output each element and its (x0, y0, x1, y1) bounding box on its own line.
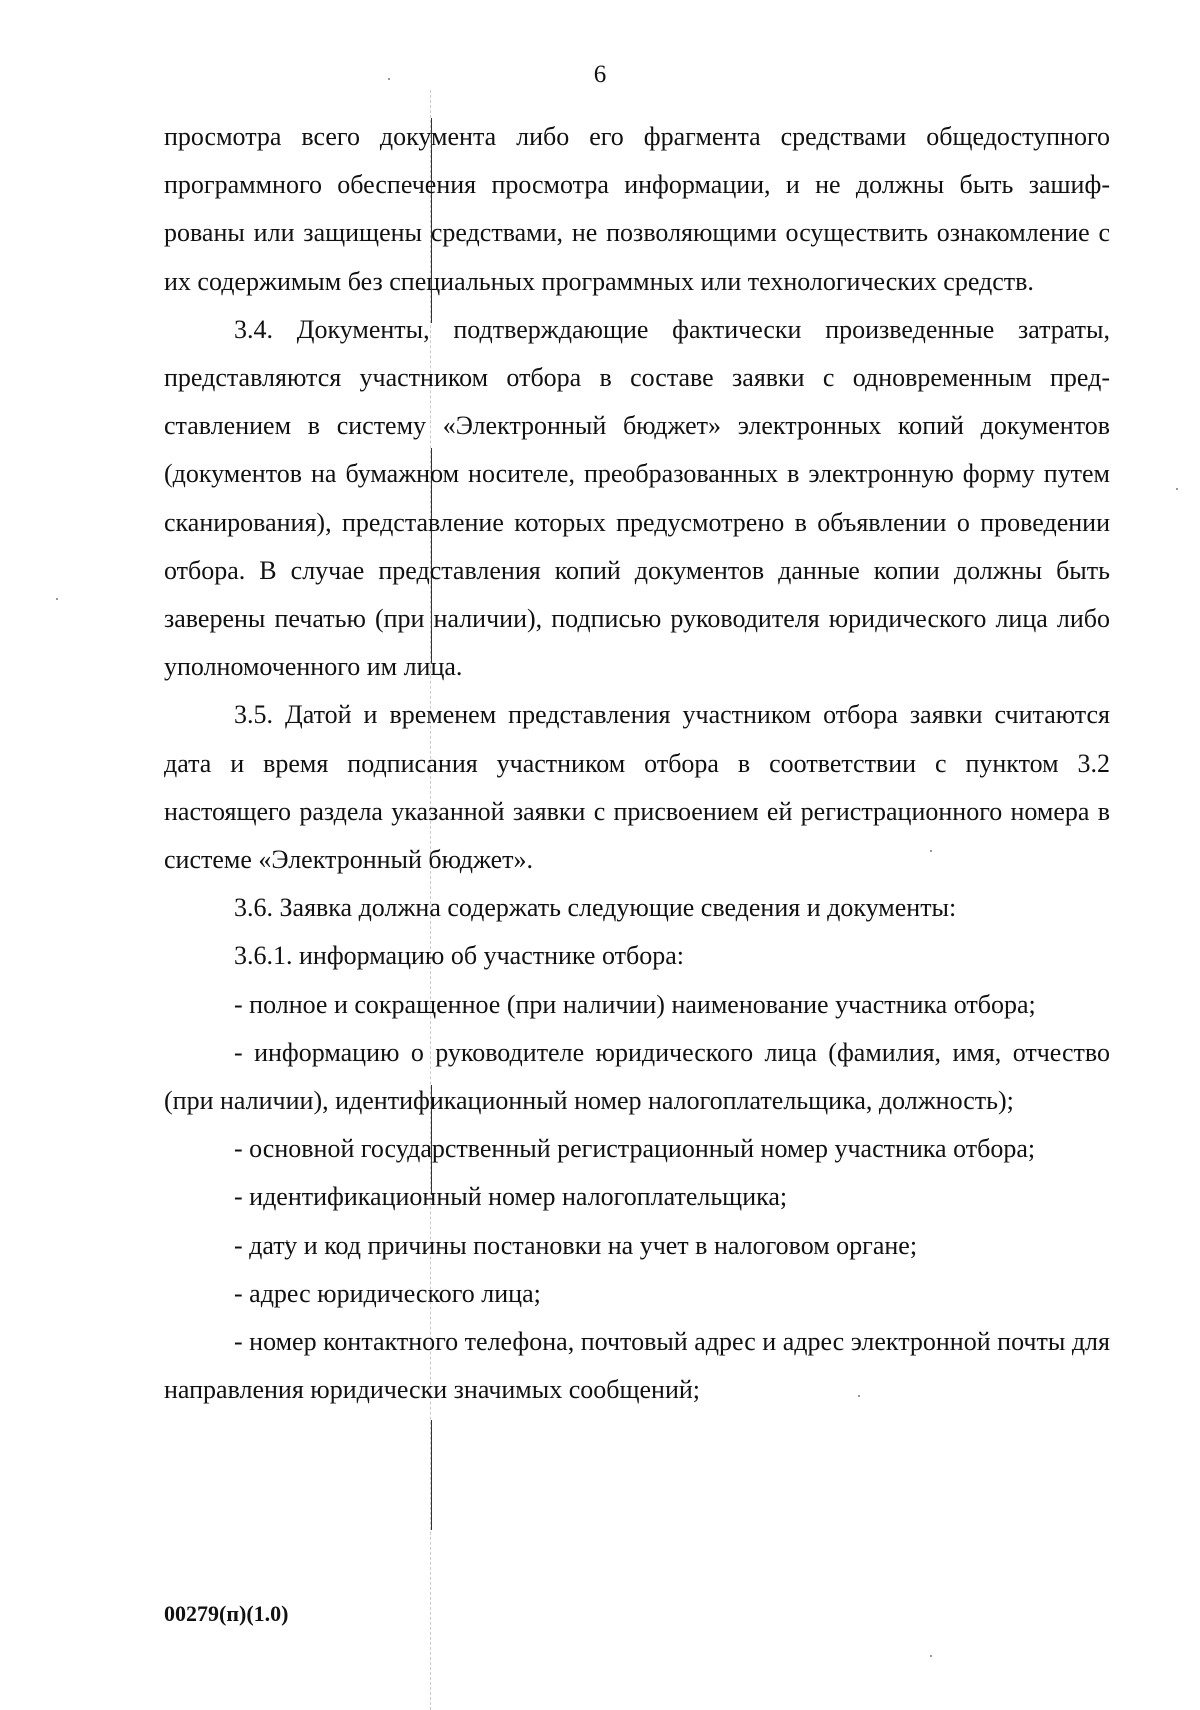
paragraph: - адрес юридического лица; (234, 1278, 541, 1308)
paragraph: 3.5. Датой и временем представления участником отбора заявки считаются дата и время подписания участником отбора в соответствии с пунктом 3.2 настоящего раздела указанной заявки с присвоением ей регистрационного номера в системе «Электронный бюджет». (164, 700, 1110, 875)
scan-speck (930, 1655, 932, 1657)
page-number: 6 (593, 61, 607, 88)
paragraph: - дату и код причины постановки на учет в налоговом органе; (234, 1230, 918, 1260)
scan-fold-mark (431, 1420, 432, 1530)
paragraph: 3.6.1. информацию об участнике отбора: (234, 941, 684, 971)
scan-speck (56, 598, 58, 600)
paragraph: просмотра всего документа либо его фрагмента средствами общедоступного программного обеспечения просмотра информации, и не должны быть зашифрованы или защищены средствами, не позволяющими осуществить ознакомление с их содержимым без специальных программных или технологических средств. (164, 122, 1110, 296)
paragraph: - информацию о руководителе юридического лица (фамилия, имя, отчество (при наличии), идентификационный номер налогоплательщика, должность); (164, 1037, 1110, 1116)
document-body (164, 113, 1110, 1414)
paragraph: - идентификационный номер налогоплательщика; (234, 1182, 788, 1212)
paragraph: - номер контактного телефона, почтовый адрес и адрес электронной почты для направления юридически значимых сообщений; (164, 1327, 1110, 1405)
paragraph: - основной государственный регистрационный номер участника отбора; (234, 1134, 1036, 1164)
paragraph: - полное и сокращенное (при наличии) наименование участника отбора; (234, 989, 1036, 1019)
paragraph: 3.4. Документы, подтверждающие фактически произведенные затраты, представляются участником отбора в составе заявки с одновременным представлением в систему «Электронный бюджет» электронных копий документов (документов на бумажном носителе, преобразованных в электронную форму путем сканирования), представление которых предусмотрено в объявлении о проведении отбора. В случае представления копий документов данные копии должны быть заверены печатью (при наличии), подписью руководителя юридического лица либо уполномоченного им лица. (164, 314, 1110, 682)
scan-speck (1176, 488, 1178, 490)
paragraph: 3.6. Заявка должна содержать следующие сведения и документы: (234, 893, 957, 923)
document-code: 00279(п)(1.0) (164, 1601, 289, 1626)
